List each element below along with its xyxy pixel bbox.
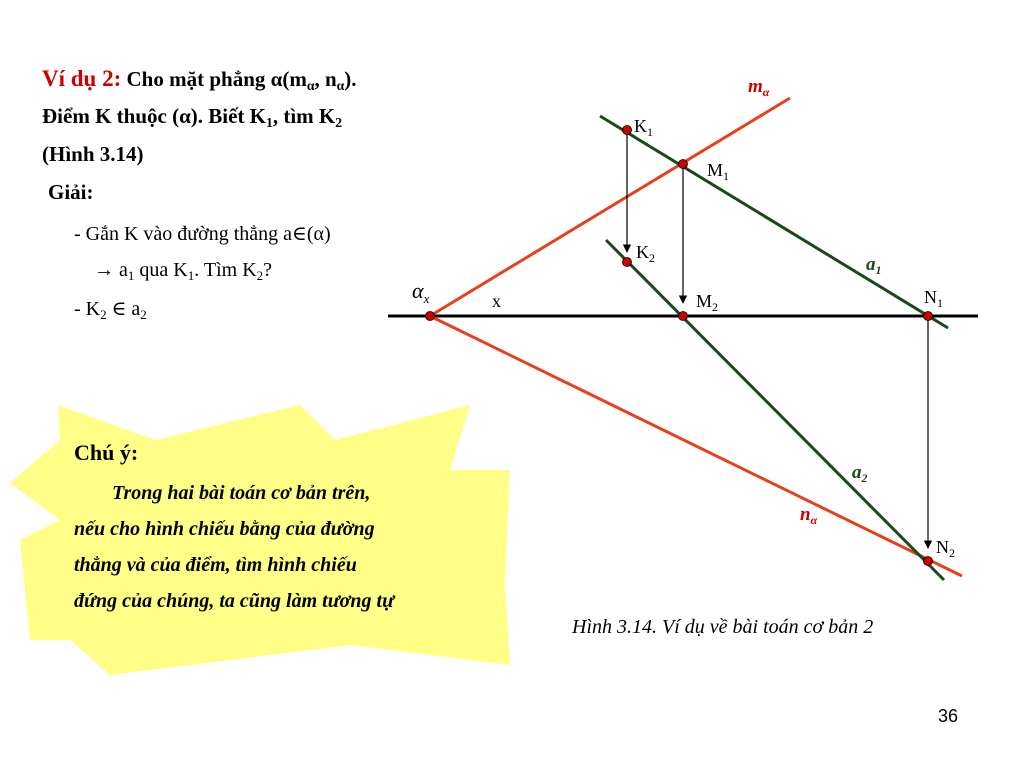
point-k1 (623, 126, 632, 135)
page-number: 36 (938, 706, 959, 726)
point-alpha-x (426, 312, 435, 321)
figure-caption: Hình 3.14. Ví dụ về bài toán cơ bản 2 (572, 616, 874, 638)
point-m1 (679, 160, 688, 169)
label-x-axis: x (492, 291, 501, 311)
solution-step-1: - Gắn K vào đường thẳng a∈(α) (74, 223, 331, 245)
label-alpha-x: $\alpha_x$ (412, 278, 430, 306)
problem-line-3: (Hình 3.14) (42, 142, 144, 166)
label-n2: $N_2$ (936, 537, 955, 560)
label-m2: $M_2$ (696, 291, 719, 314)
n-alpha-line (430, 316, 962, 576)
note-title: Chú ý: (74, 440, 139, 465)
a1-line (600, 116, 948, 328)
note-line-3: thẳng và của điểm, tìm hình chiếu (74, 554, 357, 576)
label-k2: $K_2$ (636, 242, 655, 265)
note-line-2: nếu cho hình chiếu bằng của đường (74, 518, 375, 540)
label-m1: $M_1$ (707, 160, 730, 183)
label-n-alpha: $n_\alpha$ (800, 504, 818, 527)
label-a1: $a_1$ (866, 254, 882, 277)
point-n1 (924, 312, 933, 321)
note-line-4: đứng của chúng, ta cũng làm tương tự (74, 590, 395, 612)
m-alpha-line (430, 98, 790, 316)
problem-line-2: Điểm K thuộc (α). Biết $K_1$, tìm $K_2$ (42, 104, 343, 131)
point-m2 (679, 312, 688, 321)
point-k2 (623, 258, 632, 267)
label-m-alpha: $m_\alpha$ (748, 76, 770, 99)
solution-step-2: → $a_1$ qua $K_1$. Tìm $K_2$? (94, 259, 273, 283)
solution-heading: Giải: (48, 180, 94, 204)
note-line-1: Trong hai bài toán cơ bản trên, (112, 482, 371, 504)
example-label: Ví dụ 2: (42, 66, 122, 91)
a2-line (606, 240, 944, 580)
problem-line-1: Ví dụ 2: Cho mặt phẳng $\alpha(m_\alpha$, $n_\alpha$). (42, 66, 357, 94)
point-n2 (924, 557, 933, 566)
solution-step-3: - $K_2$ ∈ $a_2$ (74, 298, 147, 322)
label-n1: $N_1$ (924, 287, 943, 310)
label-k1: $K_1$ (634, 116, 653, 139)
label-a2: $a_2$ (852, 462, 868, 485)
